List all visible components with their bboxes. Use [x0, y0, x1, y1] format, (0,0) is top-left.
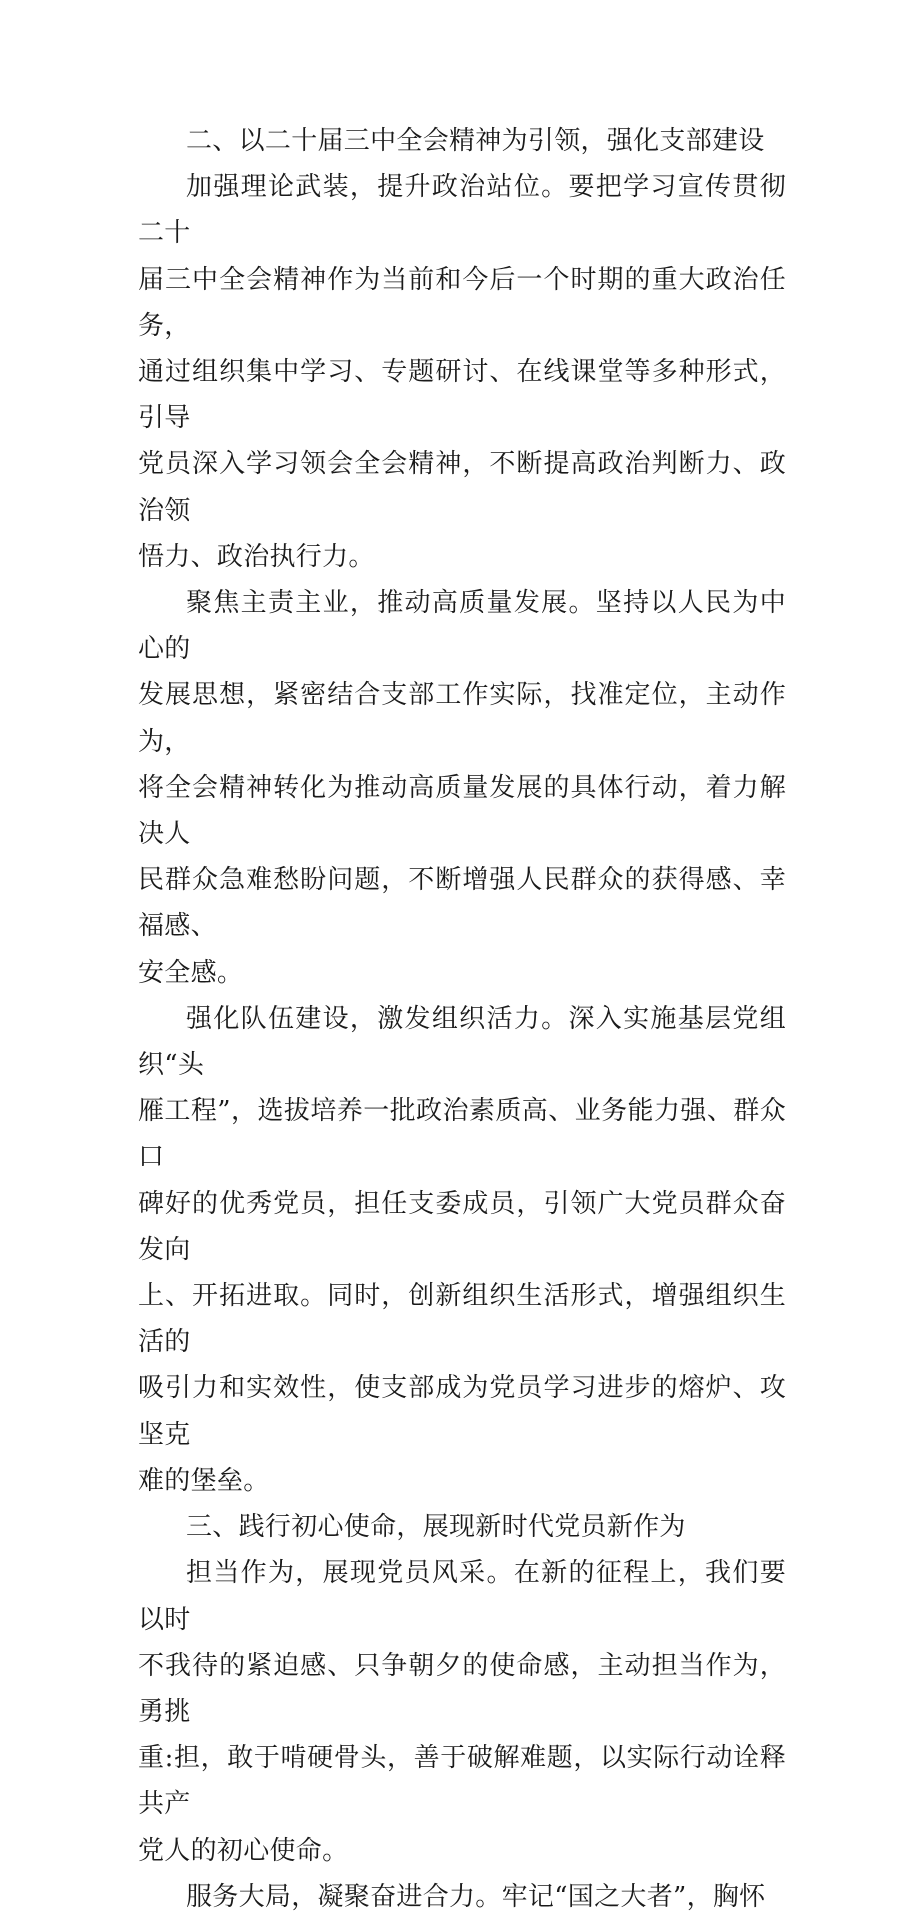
section-heading-2: 二、以二十届三中全会精神为引领，强化支部建设 — [186, 126, 765, 156]
paragraph-team-building: 强化队伍建设，激发组织活力。深入实施基层党组织“头 雁工程”，选拔培养一批政治素质高、业务能力强、群众口 碑好的优秀党员，担任支委成员，引领广大党员群众奋发向 上、开拓进取。同时，创新组织生活形式，增强组织生活的 吸引力和实效性，使支部成为党员学习进步的熔炉、攻坚克 难的堡垒。 — [138, 1003, 786, 1496]
paragraph-theory-arming: 加强理论武装，提升政治站位。要把学习宣传贯彻二十 届三中全会精神作为当前和今后一个时期的重大政治任务， 通过组织集中学习、专题研讨、在线课堂等多种形式，引导 党员深入学习领会全会精神，不断提高政治判断力、政治领 悟力、政治执行力。 — [138, 172, 786, 572]
document-body — [138, 118, 786, 1920]
paragraph-serve-overall: 服务大局，凝聚奋进合力。牢记“国之大者”，胸怀 — [186, 1881, 766, 1912]
section-heading-3: 三、践行初心使命，展现新时代党员新作为 — [186, 1512, 686, 1543]
paragraph-responsibility: 担当作为，展现党员风采。在新的征程上，我们要以时 不我待的紧迫感、只争朝夕的使命感，主动担当作为，勇挑 重:担，敢于啃硬骨头，善于破解难题，以实际行动诠释共产 党人的初心使命。 — [138, 1558, 786, 1866]
paragraph-high-quality-development: 聚焦主责主业，推动高质量发展。坚持以人民为中心的 发展思想，紧密结合支部工作实际，找准定位，主动作为， 将全会精神转化为推动高质量发展的具体行动，着力解决人 民群众急难愁盼问题，不断增强人民群众的获得感、幸福感、 安全感。 — [138, 588, 786, 988]
